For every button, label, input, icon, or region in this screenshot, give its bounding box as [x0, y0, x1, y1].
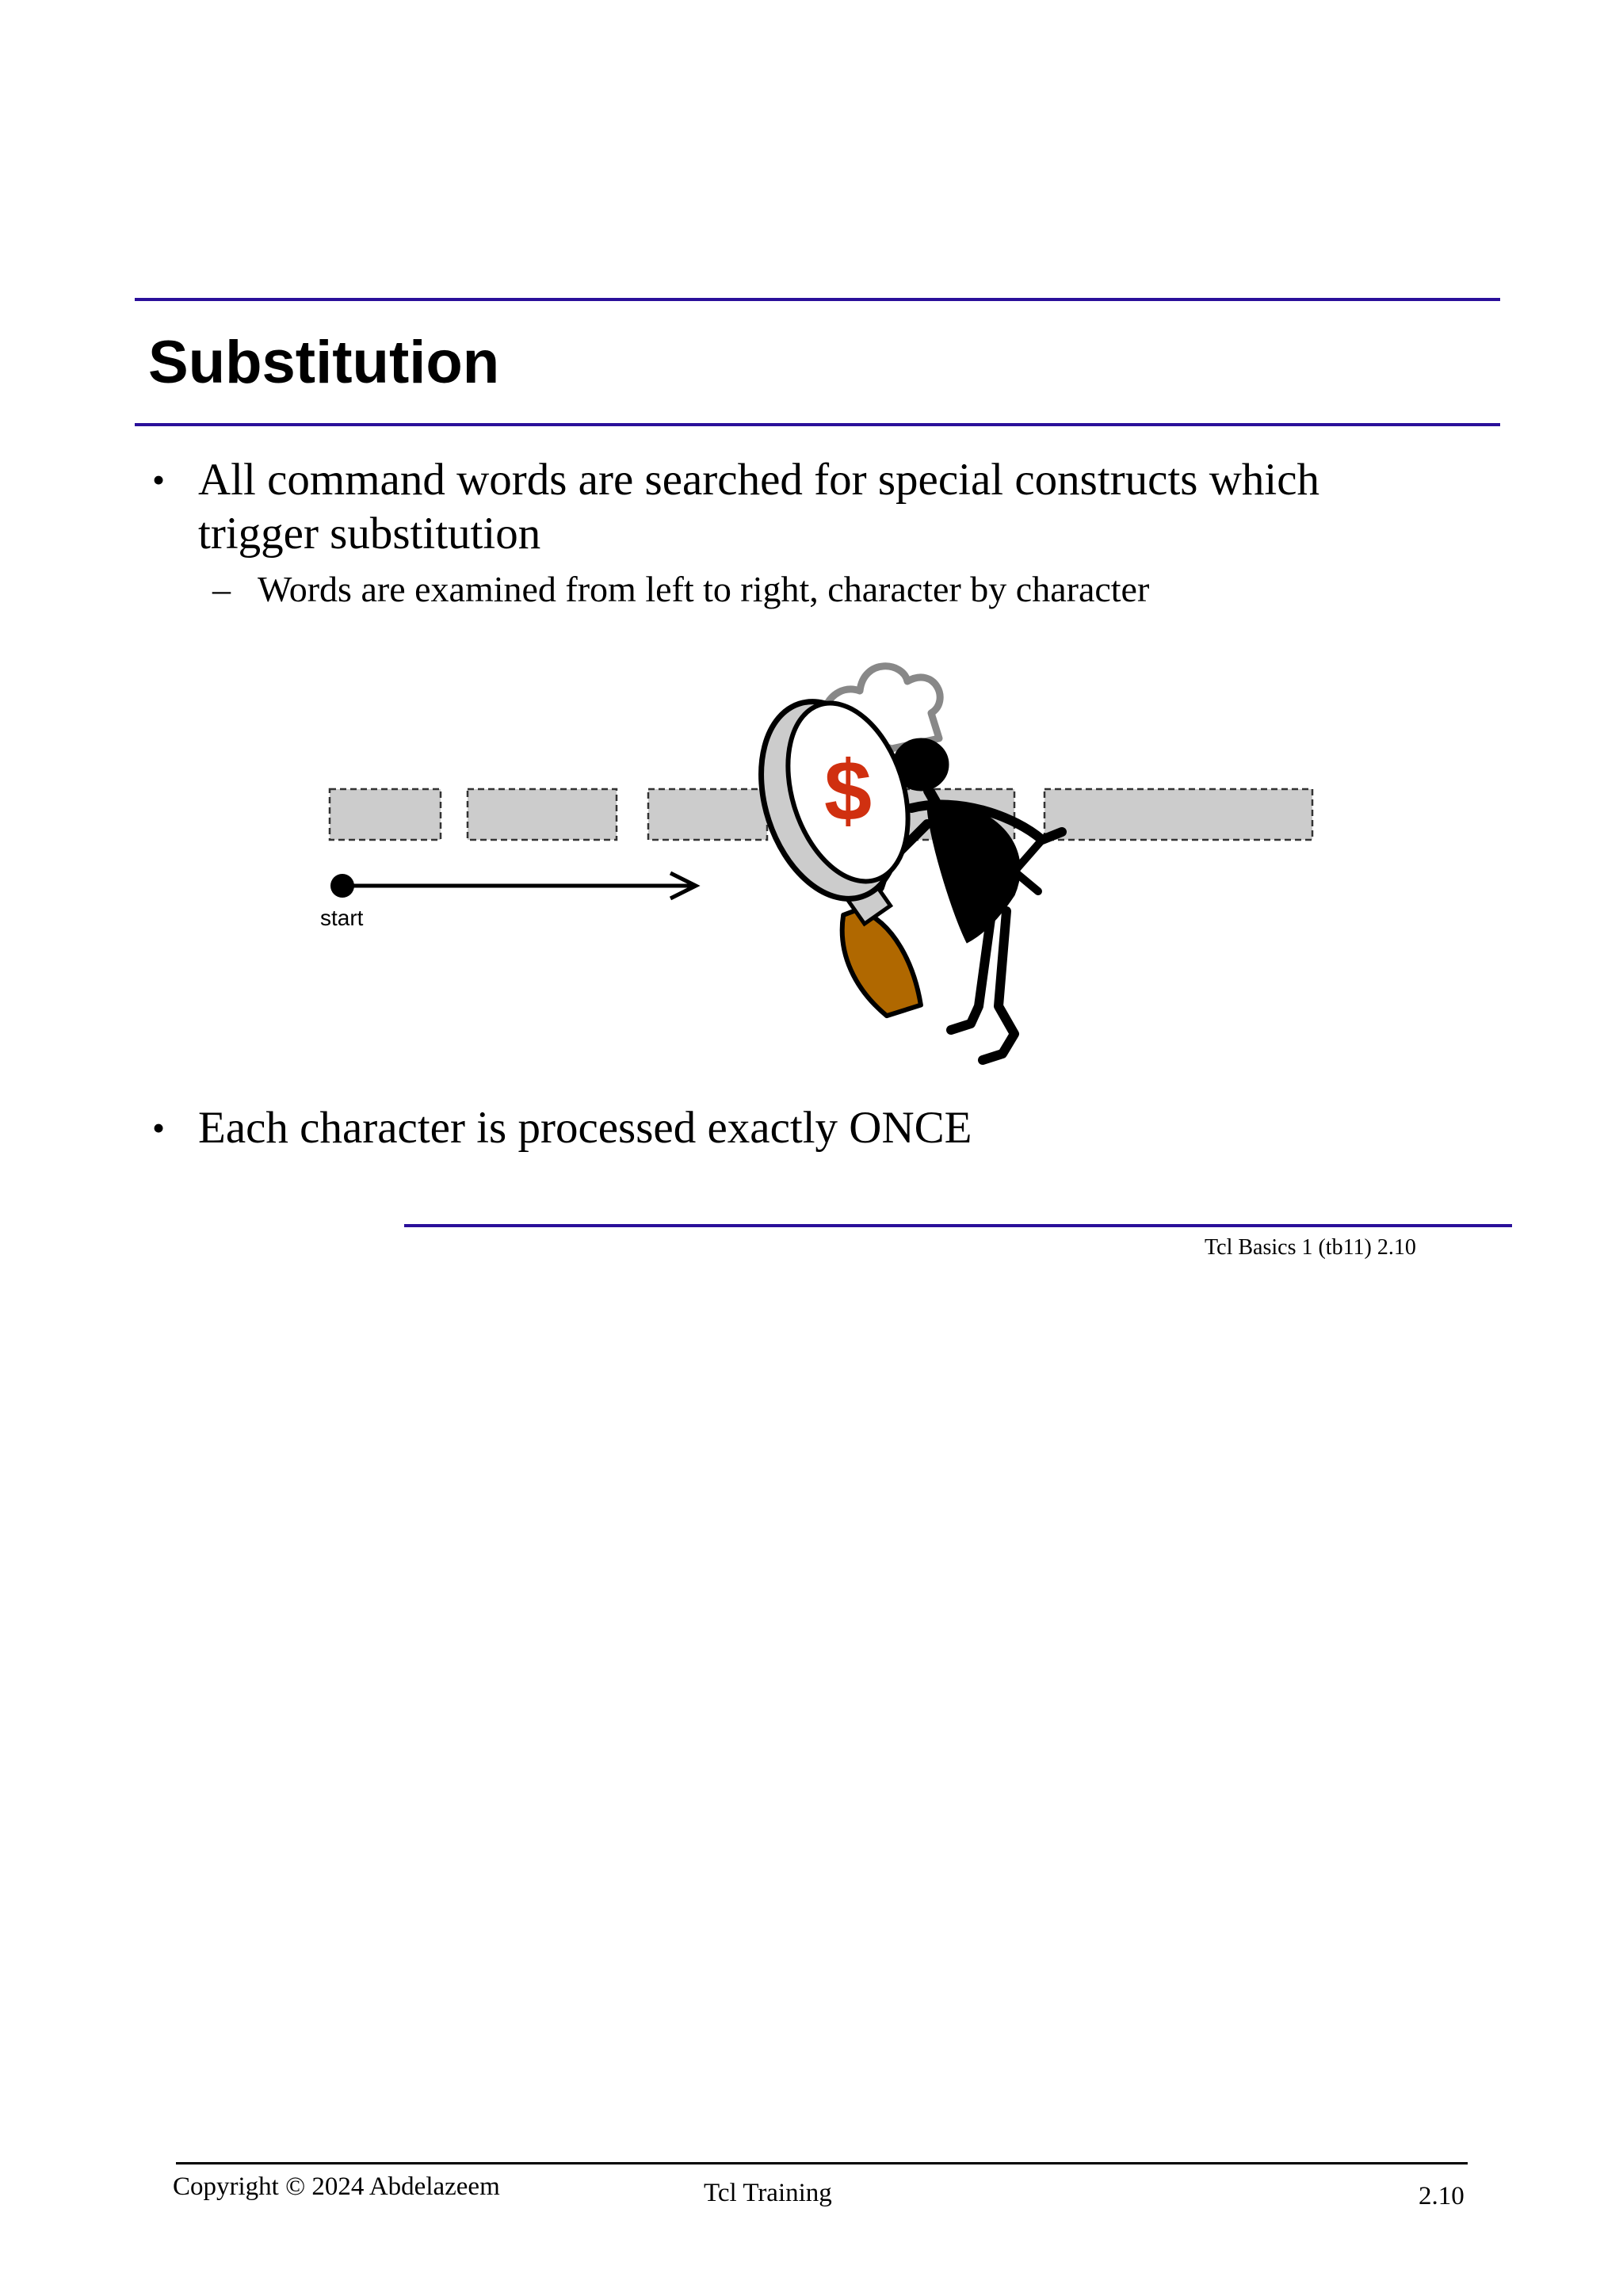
scan-arrow-icon — [330, 873, 696, 898]
bullet-marker: • — [152, 460, 166, 500]
start-label: start — [320, 906, 364, 930]
title-bottom-rule — [135, 423, 1500, 426]
slide-footer-label: Tcl Basics 1 (tb11) 2.10 — [1205, 1235, 1416, 1260]
page-footer-rule — [176, 2162, 1468, 2164]
sub-bullet-marker: – — [212, 569, 231, 609]
word-box — [330, 789, 441, 840]
word-box — [1044, 789, 1312, 840]
word-box — [648, 789, 767, 840]
scan-figure — [301, 634, 1347, 1077]
bullet-marker: • — [152, 1108, 166, 1148]
bullet-1-line-2: trigger substitution — [198, 509, 541, 559]
slide-title: Substitution — [148, 329, 500, 396]
copyright-text: Copyright © 2024 Abdelazeem — [173, 2172, 500, 2201]
course-title: Tcl Training — [704, 2179, 832, 2207]
slide-footer-rule — [404, 1224, 1512, 1227]
page-number: 2.10 — [1419, 2182, 1465, 2210]
dollar-symbol: $ — [824, 742, 873, 838]
bullet-2-line-1: Each character is processed exactly ONCE — [198, 1103, 972, 1153]
sub-bullet-1: Words are examined from left to right, character by character — [258, 569, 1150, 609]
title-top-rule — [135, 298, 1500, 301]
bullet-1-line-1: All command words are searched for special constructs which — [198, 455, 1320, 505]
word-box — [468, 789, 617, 840]
